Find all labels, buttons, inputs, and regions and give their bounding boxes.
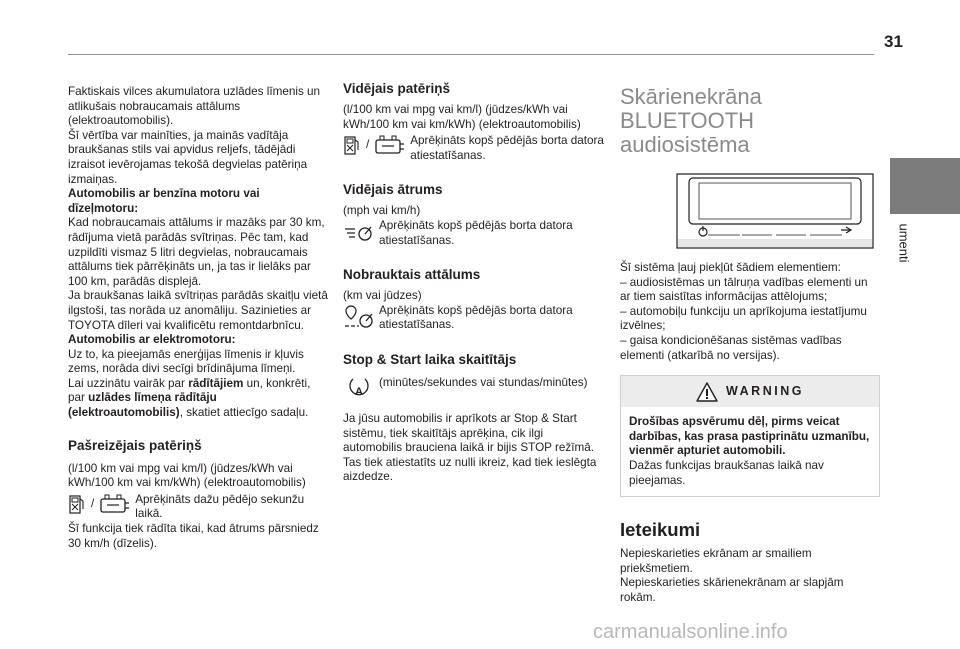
- section-tab: [890, 158, 960, 214]
- chapter-title-line3: audiosistēma: [620, 132, 750, 157]
- average-speed-icon-text: Aprēķināts kopš pēdējās borta datora atiestatīšanas.: [379, 218, 573, 247]
- paragraph-petrol: Kad nobraucamais attālums ir mazāks par 30 km, rādījuma vietā parādās svītriņas. Pēc tam, kad uzpildīti vismaz 5 litri degvielas, nobraucamais attālums tiek pārrēķināts un, ja tas ir lielāks par 100 km, parādās displejā.: [68, 216, 325, 288]
- current-consumption-units: (l/100 km vai mpg vai km/l) (jūdzes/kWh vai kWh/100 km vai km/kWh) (elektroautomobilis): [68, 461, 306, 490]
- tips-item-1: Nepieskarieties ekrānam ar smailiem priekšmetiem.: [620, 547, 812, 575]
- chapter-title-line2: BLUETOOTH: [620, 108, 755, 133]
- svg-text:A: A: [355, 385, 363, 398]
- warning-text: Dažas funkcijas braukšanas laikā nav pieejamas.: [629, 458, 824, 487]
- warning-box: [620, 375, 880, 497]
- section-title-average-consumption: Vidējais patēriņš: [343, 81, 451, 96]
- average-consumption-units: (l/100 km vai mpg vai km/l) (jūdzes/kWh vai kWh/100 km vai km/kWh) (elektroautomobilis): [343, 103, 581, 131]
- ref-indicators: rādītājiem: [188, 376, 244, 390]
- section-title-tips: Ieteikumi: [620, 519, 701, 541]
- ref-charge-level: uzlādes līmeņa rādītāju (elektroautomobilis): [68, 391, 217, 420]
- watermark: carmanualsonline.info: [593, 621, 788, 643]
- current-consumption-note: Šī funkcija tiek rādīta tikai, kad ātrums pārsniedz 30 km/h (dīzelis).: [68, 522, 319, 550]
- warning-triangle-icon: [696, 382, 718, 402]
- paragraph-variation: Šī vērtība var mainīties, ja mainās vadītāja braukšanas stils vai apvidus reljefs, tādējādi izraisot ievērojamas tekošā degvielas patēriņa izmaiņas.: [68, 128, 308, 186]
- icon-separator: /: [91, 496, 95, 510]
- section-title-stop-start: Stop & Start laika skaitītājs: [343, 351, 517, 367]
- column-middle: [343, 80, 605, 485]
- tips-item-2: Nepieskarieties skārienekrānam ar slapjām rokām.: [620, 576, 844, 604]
- distance-units: (km vai jūdzes): [343, 289, 422, 303]
- average-speed-units: (mph vai km/h): [343, 204, 421, 218]
- feature-item-audio: – audiosistēmas un tālruņa vadības elementi un ar tiem saistītas informācijas attēlojums;: [620, 275, 868, 304]
- distance-icon-text: Aprēķināts kopš pēdējās borta datora atiestatīšanas.: [379, 303, 573, 332]
- touchscreen-illustration: [676, 173, 874, 249]
- paragraph-petrol-anomaly: Ja braukšanas laikā svītriņas parādās skaitļu vietā ilgstoši, tas norāda uz anomāliju. Sazinieties ar TOYOTA dīleri vai kvalificētu remontdarbnīcu.: [68, 289, 328, 332]
- fuel-pump-icon: [343, 134, 361, 156]
- feature-item-climate: – gaisa kondicionēšanas sistēmas vadības elementi (atkarībā no versijas).: [620, 333, 842, 362]
- chapter-title-line1: Skārienekrāna: [620, 84, 762, 109]
- fuel-pump-icon: [68, 493, 86, 515]
- warning-header: [621, 376, 879, 407]
- heading-petrol-diesel: Automobilis ar benzīna motoru vai dīzeļmotoru:: [68, 187, 260, 215]
- section-title-average-speed: Vidējais ātrums: [343, 182, 443, 198]
- current-consumption-icon-text: Aprēķināts dažu pēdējo sekunžu laikā.: [135, 492, 305, 521]
- section-title-distance: Nobrauktais attālums: [343, 267, 481, 283]
- stop-start-paragraph: Ja jūsu automobilis ir aprīkots ar Stop & Start sistēmu, tiek skaitītājs aprēķina, cik ilgi automobilis brauciena laikā ir bijis STOP režīmā. Tas tiek atiestatīts uz nulli ikreiz, kad tiek ieslēgta aizdedze.: [343, 411, 597, 484]
- feature-item-settings: – automobiļu funkciju un aprīkojuma iestatījumu izvēlnes;: [620, 304, 867, 333]
- section-tab-label-box: [895, 225, 913, 295]
- stop-start-icon: [343, 376, 375, 402]
- section-title-current-consumption: Pašreizējais patēriņš: [68, 437, 202, 453]
- icon-separator: /: [366, 137, 370, 151]
- warning-bold-text: Drošības apsvērumu dēļ, pirms veicat darbības, kas prasa pastiprinātu uzmanību, vienmēr apturiet automobili.: [629, 415, 870, 458]
- heading-electric: Automobilis ar elektromotoru:: [68, 333, 236, 347]
- distance-pin-icon: [343, 304, 375, 330]
- system-intro: Šī sistēma ļauj piekļūt šādiem elementiem:: [620, 261, 841, 274]
- warning-label: WARNING: [726, 384, 804, 399]
- paragraph-electric-refs: Lai uzzinātu vairāk par rādītājiem un, konkrēti, par uzlādes līmeņa rādītāju (elektroautomobilis), skatiet attiecīgo sadaļu.: [68, 376, 311, 420]
- page-number: 31: [884, 32, 903, 51]
- column-left: [68, 85, 330, 551]
- column-right: [620, 80, 878, 606]
- paragraph-electric: Uz to, ka pieejamās enerģijas līmenis ir kļuvis zems, norāda divi secīgi brīdinājuma līmeņi.: [68, 347, 304, 376]
- section-tab-label: umenti: [896, 223, 912, 263]
- header-rule: [68, 54, 874, 55]
- average-consumption-icon-text: Aprēķināts kopš pēdējās borta datora atiestatīšanas.: [410, 134, 604, 162]
- intro-text: Faktiskais vilces akumulatora uzlādes līmenis un atlikušais nobraucamais attālums (elektroautomobilis).: [68, 85, 321, 128]
- battery-plug-icon: [99, 493, 131, 515]
- warning-body: [621, 407, 879, 496]
- speedometer-icon: [343, 219, 375, 243]
- stop-start-icon-text: (minūtes/sekundes vai stundas/minūtes): [379, 375, 588, 389]
- battery-plug-icon: [374, 134, 406, 156]
